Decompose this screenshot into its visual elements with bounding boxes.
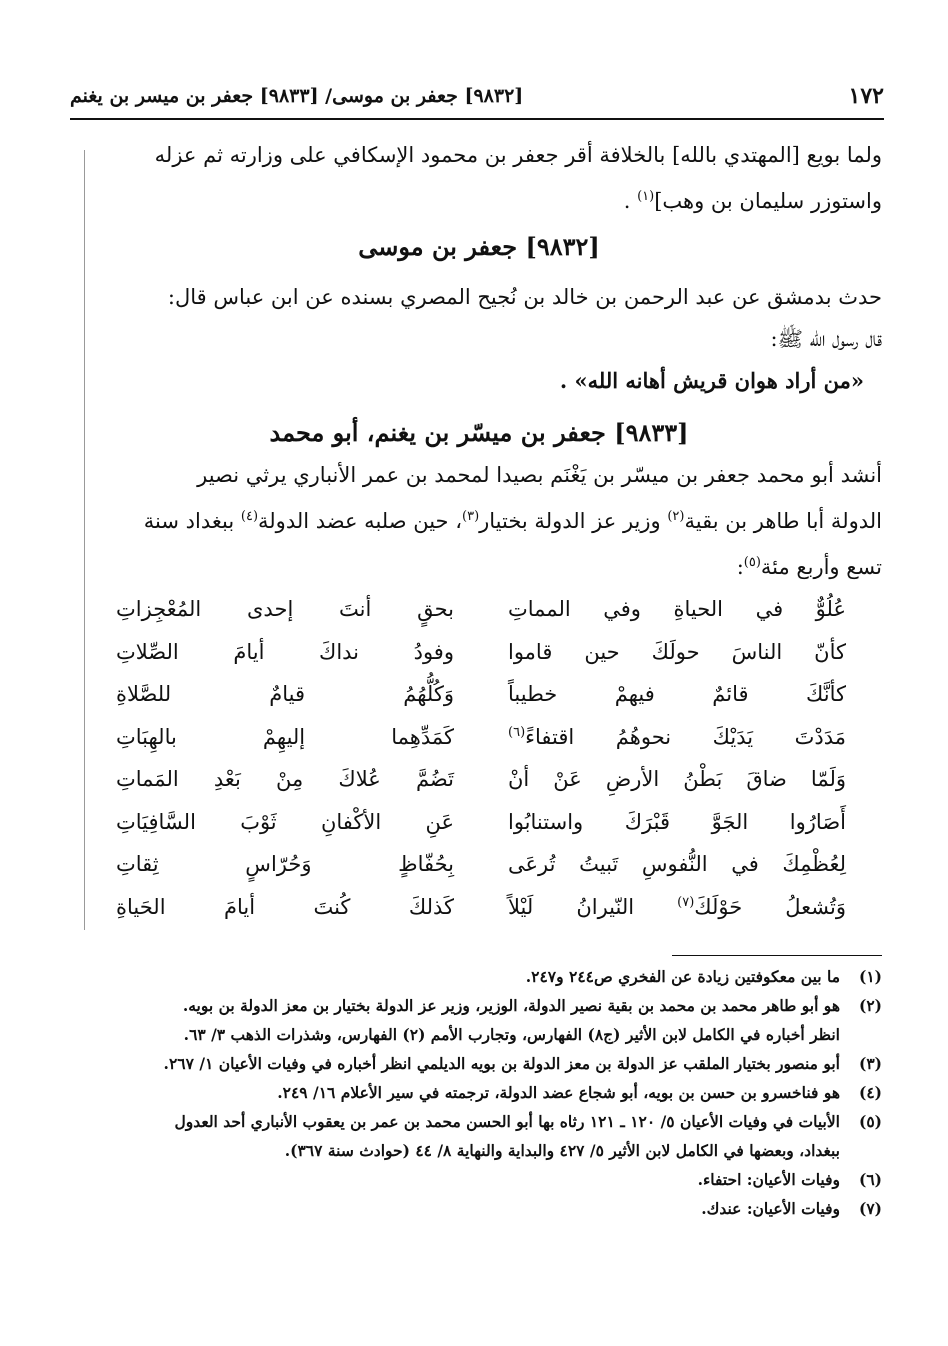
paragraph-hadith-intro <box>76 276 882 360</box>
footnote-ref[interactable]: (١) <box>637 189 655 204</box>
hemistich-first: كأنَّكَ قائمٌ فيهمْ خطيباً <box>508 682 846 707</box>
hemistich-first <box>508 895 846 919</box>
paragraph-line <box>76 542 882 588</box>
verse <box>116 588 846 631</box>
text-span: وزير عز الدولة بختيار <box>479 509 668 533</box>
paragraph-vizier <box>76 134 882 222</box>
paragraph-line <box>76 176 882 222</box>
text-span: واستوزر سليمان بن وهب] <box>654 189 882 213</box>
footnote-text: ما بين معكوفتين زيادة عن الفخري ص٢٤٤ و٢٤٧. <box>525 967 840 986</box>
hemistich-first: أَصَارُوا الجَوَّ قَبْرَكَ واستنابُوا <box>508 809 846 834</box>
text-span: ببغداد سنة <box>143 509 241 533</box>
entry-title-9832: [٩٨٣٢] جعفر بن موسى <box>358 232 600 261</box>
hemistich-second: كَذلكَ كُنتَ أيامَ الحَياةِ <box>116 894 454 919</box>
hemistich-second: وفودُ نداكَ أيامَ الصِّلاتِ <box>116 639 454 664</box>
footnotes <box>78 962 882 1223</box>
footnote <box>78 1107 882 1136</box>
text-span: الدولة أبا طاهر بن بقية <box>684 509 882 533</box>
text-span: ، حين صلبه عضد الدولة <box>258 509 462 533</box>
footnote-number: (٥) <box>858 1112 882 1131</box>
footnote-text: هو أبو طاهر محمد بن محمد بن بقية نصير الدولة، الوزير، وزير عز الدولة بختيار بن معز الدولة بن بويه. <box>182 996 840 1015</box>
footnote <box>78 1194 882 1223</box>
verse <box>116 716 846 759</box>
footnote-number: (١) <box>858 967 882 986</box>
footnote-continuation: ببغداد، وبعضها في الكامل لابن الأثير ٥/ ٤٢٧ والبداية والنهاية ٨/ ٤٤ (حوادث سنة ٣٦٧). <box>284 1141 840 1160</box>
text-span: وَتُشعلُ حَوْلَكَ <box>694 894 846 919</box>
paragraph-line: أنشد أبو محمد جعفر بن ميسّر بن يَغْنَم بصيدا لمحمد بن عمر الأنباري يرثي نصير <box>197 463 882 487</box>
hemistich-first: وَلَمّا ضاقَ بَطْنُ الأرضِ عَنْ أنْ <box>508 767 846 792</box>
hemistich-first: عُلُوٌّ في الحياةِ وفي المماتِ <box>508 597 846 622</box>
hemistich-second: وَكُلُّهُمُ قيامٌ للصَّلاةِ <box>116 682 454 707</box>
footnote-number: (٢) <box>858 996 882 1015</box>
footnote-text: وفيات الأعيان: عندك. <box>701 1199 840 1218</box>
footnote-separator <box>672 955 882 956</box>
text-span: النّيرانُ لَيْلاً <box>508 894 678 919</box>
footnote-number: (٦) <box>858 1170 882 1189</box>
footnote-ref[interactable]: (٤) <box>240 509 259 524</box>
text-span: تسع وأربع مئة <box>760 555 882 579</box>
paragraph-poem-intro <box>76 454 882 588</box>
footnote-ref[interactable]: (٣) <box>462 509 480 524</box>
footnote-number: (٤) <box>858 1083 882 1102</box>
paragraph-line: حدث بدمشق عن عبد الرحمن بن خالد بن نُجيح المصري بسنده عن ابن عباس قال: <box>167 285 882 309</box>
verse <box>116 631 846 674</box>
hemistich-first: لِعُظْمِكَ في النُّفوسِ تَبيتُ تُرعَى <box>508 852 846 877</box>
poem <box>116 588 846 928</box>
footnote <box>78 962 882 991</box>
hemistich-second: عَنِ الأكْفانِ ثَوْبَ السَّافِيَاتِ <box>116 809 454 834</box>
hemistich-second: بحقٍ أنتَ إحدى المُعْجِزاتِ <box>116 597 454 622</box>
hemistich-second: كَمَدِّهِما إليهِمْ بالهِبَاتِ <box>116 724 454 749</box>
entry-title-9833: [٩٨٣٣] جعفر بن ميسّر بن يغنم، أبو محمد <box>269 418 689 447</box>
paragraph-line: ولما بويع [المهتدي بالله] بالخلافة أقر جعفر بن محمود الإسكافي على وزارته ثم عزله <box>154 143 882 167</box>
header-rule <box>70 118 884 120</box>
text-span: : <box>736 555 744 579</box>
verse <box>116 843 846 886</box>
hemistich-first <box>508 725 846 749</box>
hemistich-second: تَضُمَّ عُلاكَ مِنْ بَعْدِ المَماتِ <box>116 767 454 792</box>
footnote <box>78 1078 882 1107</box>
running-title: [٩٨٣٢] جعفر بن موسى/ [٩٨٣٣] جعفر بن ميسر بن يغنم <box>70 85 524 107</box>
hemistich-second: بِحُفّاظٍ وَحُرّاسٍ ثِقاتِ <box>116 852 454 877</box>
footnote-ref[interactable]: (٢) <box>667 509 685 524</box>
verse <box>116 758 846 801</box>
footnote <box>78 991 882 1020</box>
footnote-ref[interactable]: (٧) <box>677 894 695 910</box>
page-number: ١٧٢ <box>848 83 884 109</box>
hadith-text: «من أراد هوان قريش أهانه الله» . <box>559 368 864 393</box>
footnote-number: (٣) <box>858 1054 882 1073</box>
footnote-continuation: انظر أخباره في الكامل لابن الأثير (ج٨) الفهارس، وتجارب الأمم (٢) الفهارس، وشذرات الذهب ٣/ ٦٣. <box>183 1025 840 1044</box>
verse <box>116 801 846 844</box>
paragraph-line <box>76 496 882 542</box>
paragraph-line: قال رسول الله ﷺ: <box>770 327 882 351</box>
hemistich-first: كأنّ الناسَ حولَكَ حين قاموا <box>508 639 846 664</box>
footnote-text: هو فناخسرو بن حسن بن بويه، أبو شجاع عضد الدولة، ترجمته في سير الأعلام ١٦/ ٢٤٩. <box>277 1083 840 1102</box>
page-header <box>70 76 884 116</box>
footnote-ref[interactable]: (٦) <box>508 724 526 740</box>
text-span: مَدَدْتَ يَدَيْكَ نحوهُمُ اقتفاءً <box>525 724 846 749</box>
footnote-ref[interactable]: (٥) <box>743 555 761 570</box>
text-span: . <box>623 189 638 213</box>
footnote <box>78 1165 882 1194</box>
footnote-text: وفيات الأعيان: احتفاء. <box>697 1170 840 1189</box>
footnote-number: (٧) <box>858 1199 882 1218</box>
verse <box>116 886 846 929</box>
verse <box>116 673 846 716</box>
footnote <box>78 1049 882 1078</box>
footnote-text: أبو منصور بختيار الملقب عز الدولة بن معز الدولة بن بويه الديلمي انظر أخباره في وفيات الأعيان ١/ ٢٦٧. <box>163 1054 840 1073</box>
footnote-text: الأبيات في وفيات الأعيان ٥/ ١٢٠ ـ ١٢١ رثاه بها أبو الحسن محمد بن عمر بن يعقوب الأنباري أحد العدول <box>174 1112 840 1131</box>
